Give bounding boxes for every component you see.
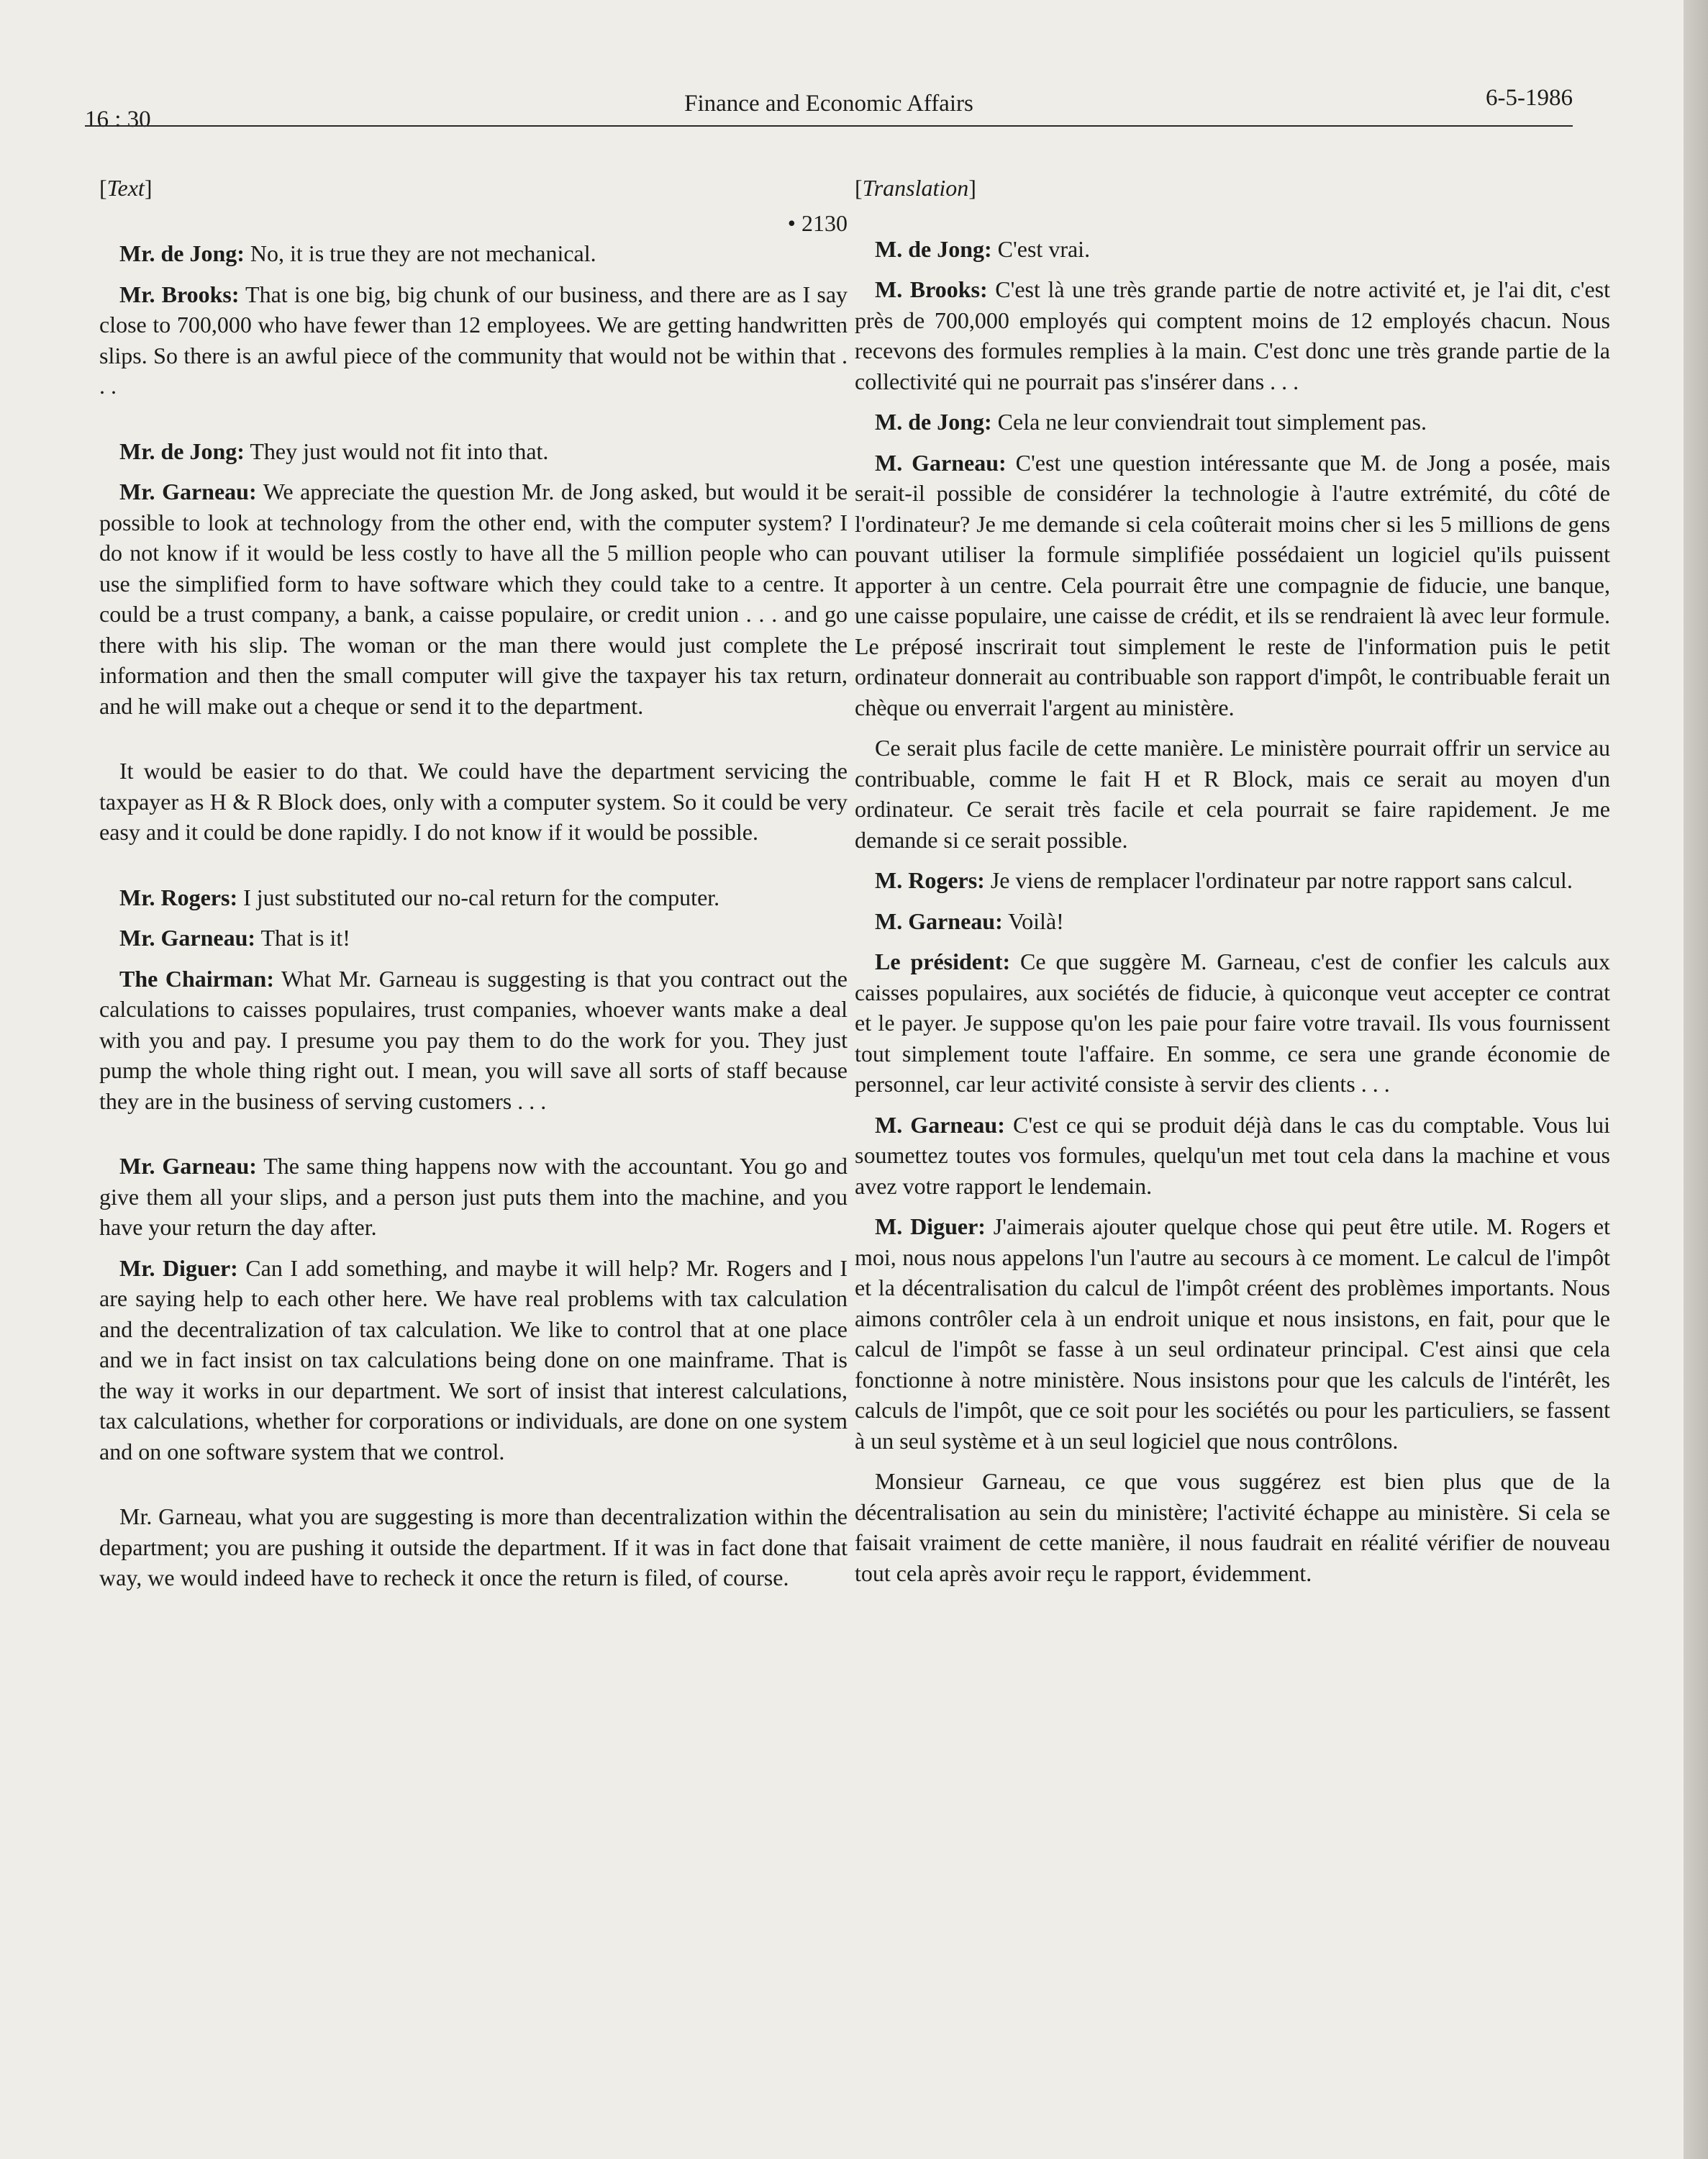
- transcript-paragraph: Le président: Ce que suggère M. Garneau, c'est de confier les calculs aux caisses populaires, aux sociétés de fiducie, à quiconque veut accepter ce contrat et le payer. Je suppose qu'on les paie pour faire votre travail. Ils vous fournissent tout simplement toute l'affaire. En somme, ce sera une grande économie de personnel, car leur activité consiste à servir des clients . . .: [855, 949, 1611, 1097]
- speaker-label: M. Diguer:: [875, 1213, 986, 1239]
- speaker-label: M. de Jong:: [875, 235, 992, 262]
- speaker-label: M. Garneau:: [875, 907, 1003, 934]
- header-rule: [85, 125, 1573, 127]
- speaker-label: Mr. de Jong:: [119, 240, 245, 266]
- speaker-label: Mr. Garneau:: [119, 1153, 257, 1179]
- speaker-label: Mr. de Jong:: [119, 438, 245, 464]
- speaker-label: Mr. Garneau:: [119, 925, 256, 951]
- transcript-paragraph: Mr. Garneau, what you are suggesting is more than decentralization within the department; you are pushing it outside the department. If it was in fact done that way, we would indeed have to recheck it once the return is filed, of course.: [99, 1503, 848, 1590]
- transcript-paragraph: M. Diguer: J'aimerais ajouter quelque chose qui peut être utile. M. Rogers et moi, nous nous appelons l'un l'autre au secours à ce moment. Le calcul de l'impôt et la décentralisation du calcul de l'impôt créent des problèmes importants. Nous aimons contrôler cela à un endroit unique et nous insistons, en fait, pour que le calcul de l'impôt se fasse à un seul ordinateur principal. C'est ainsi que cela fonctionne à notre ministère. Nous insistons pour que les calculs de l'intérêt, les calculs de l'impôt, que ce soit pour les sociétés ou pour les particuliers, se fassent à un seul système et à un seul logiciel que nous contrôlons.: [855, 1213, 1610, 1454]
- transcript-paragraph: Mr. Brooks: That is one big, big chunk of our business, and there are as I say close to 700,000 who have fewer than 12 employees. We are getting handwritten slips. So there is an awful piece of the community that would not be within that . . .: [99, 281, 848, 399]
- transcript-paragraph: Mr. Garneau: We appreciate the question Mr. de Jong asked, but would it be possible to look at technology from the other end, with the computer system? I do not know if it would be less costly to have all the 5 million people who can use the simplified form to have software which they could take to a centre. It could be a trust company, a bank, a caisse populaire, or credit union . . . and go there with his slip. The woman or the man there would just complete the information and then the small computer will give the taxpayer his tax return, and he will make out a cheque or send it to the department.: [99, 479, 848, 719]
- speaker-label: Mr. Rogers:: [119, 884, 238, 910]
- transcript-paragraph: M. de Jong: Cela ne leur conviendrait tout simplement pas.: [875, 409, 1427, 435]
- speaker-label: Mr. Garneau:: [119, 479, 257, 504]
- transcript-paragraph: Mr. Garneau: That is it!: [119, 925, 350, 951]
- transcript-paragraph: Mr. Garneau: The same thing happens now with the accountant. You go and give them all your slips, and a person just puts them into the machine, and you have your return the day after.: [99, 1153, 848, 1240]
- section-tag-translation: [Translation]: [855, 175, 976, 201]
- transcript-paragraph: The Chairman: What Mr. Garneau is suggesting is that you contract out the calculations to caisses populaires, trust companies, whoever wants make a deal with you and pay. I presume you pay them to do the work for you. They just pump the whole thing right out. I mean, you will save all sorts of staff because they are in the business of serving customers . . .: [99, 965, 848, 1114]
- page-title: Finance and Economic Affairs: [684, 91, 973, 117]
- speaker-label: M. Rogers:: [875, 867, 985, 893]
- transcript-paragraph: Mr. de Jong: They just would not fit into that.: [119, 438, 549, 464]
- french-column: [855, 173, 1610, 1598]
- transcript-paragraph: Mr. Rogers: I just substituted our no-cal return for the computer.: [119, 884, 720, 910]
- transcript-paragraph: M. Garneau: C'est ce qui se produit déjà dans le cas du comptable. Vous lui soumettez toutes vos formules, quelqu'un met tout cela dans la machine et vous avez votre rapport le lendemain.: [855, 1111, 1611, 1199]
- section-tag-text: [Text]: [99, 175, 153, 201]
- transcript-paragraph: M. Garneau: C'est une question intéressante que M. de Jong a posée, mais serait-il possible de considérer la technologie à l'autre extrémité, du côté de l'ordinateur? Je me demande si cela coûterait moins cher si les 5 millions de gens pouvant utiliser la formule simplifiée possédaient un logiciel qu'ils puissent apporter à un centre. Cela pourrait être une compagnie de fiducie, une banque, une caisse populaire, une caisse de crédit, et ils se rendraient là avec leur formule. Le préposé inscrirait tout simplement le reste de l'information puis le petit ordinateur donnerait au contribuable son rapport d'impôt, le contribuable ferait un chèque ou enverrait l'argent au ministère.: [855, 449, 1611, 720]
- transcript-paragraph: Monsieur Garneau, ce que vous suggérez est bien plus que de la décentralisation au sein du ministère; l'activité échappe au ministère. Si cela se faisait vraiment de cette manière, il nous faudrait en réalité vérifier de nouveau tout cela après avoir reçu le rapport, évidemment.: [855, 1468, 1610, 1586]
- page-date: 6-5-1986: [1486, 85, 1573, 111]
- transcript-paragraph: Mr. de Jong: No, it is true they are not mechanical.: [119, 240, 596, 266]
- speaker-label: M. Garneau:: [875, 449, 1007, 476]
- transcript-paragraph: M. Brooks: C'est là une très grande partie de notre activité et, je l'ai dit, c'est près de 700,000 employés qui comptent moins de 12 employés chacun. Nous recevons des formules remplies à la main. C'est donc une très grande partie de la collectivité qui ne pourrait pas s'insérer dans . . .: [855, 276, 1611, 394]
- transcript-paragraph: Mr. Diguer: Can I add something, and maybe it will help? Mr. Rogers and I are saying help to each other here. We have real problems with tax calculation and the decentralization of tax calculation. We like to control that at one place and we in fact insist on tax calculations being done on one mainframe. That is the way it works in our department. We sort of insist that interest calculations, tax calculations, whether for corporations or individuals, are done on one system and on one software system that we control.: [99, 1254, 848, 1465]
- speaker-label: Mr. Diguer:: [119, 1254, 238, 1281]
- speaker-label: M. Brooks:: [875, 276, 988, 302]
- transcript-paragraph: M. Rogers: Je viens de remplacer l'ordinateur par notre rapport sans calcul.: [875, 867, 1573, 893]
- page-number: 16 : 30: [85, 107, 151, 132]
- speaker-label: Mr. Brooks:: [119, 281, 240, 307]
- english-column: [99, 173, 848, 1603]
- speaker-label: M. de Jong:: [875, 409, 992, 435]
- speaker-label: M. Garneau:: [875, 1111, 1005, 1138]
- transcript-paragraph: M. Garneau: Voilà!: [875, 907, 1064, 934]
- transcript-paragraph: M. de Jong: C'est vrai.: [875, 235, 1091, 262]
- speaker-label: The Chairman:: [119, 965, 274, 992]
- transcript-paragraph: It would be easier to do that. We could have the department servicing the taxpayer as H & R Block does, only with a computer system. So it could be very easy and it could be done rapidly. I do not know if it would be possible.: [99, 758, 848, 845]
- page-edge: [1684, 0, 1708, 2159]
- transcript-paragraph: Ce serait plus facile de cette manière. Le ministère pourrait offrir un service au contribuable, comme le fait H et R Block, mais ce serait au moyen d'un ordinateur. Ce serait très facile et cela pourrait se faire rapidement. Je me demande si ce serait possible.: [855, 735, 1610, 853]
- speaker-label: Le président:: [875, 949, 1011, 974]
- page-header: [85, 85, 1573, 132]
- time-marker: • 2130: [787, 209, 848, 236]
